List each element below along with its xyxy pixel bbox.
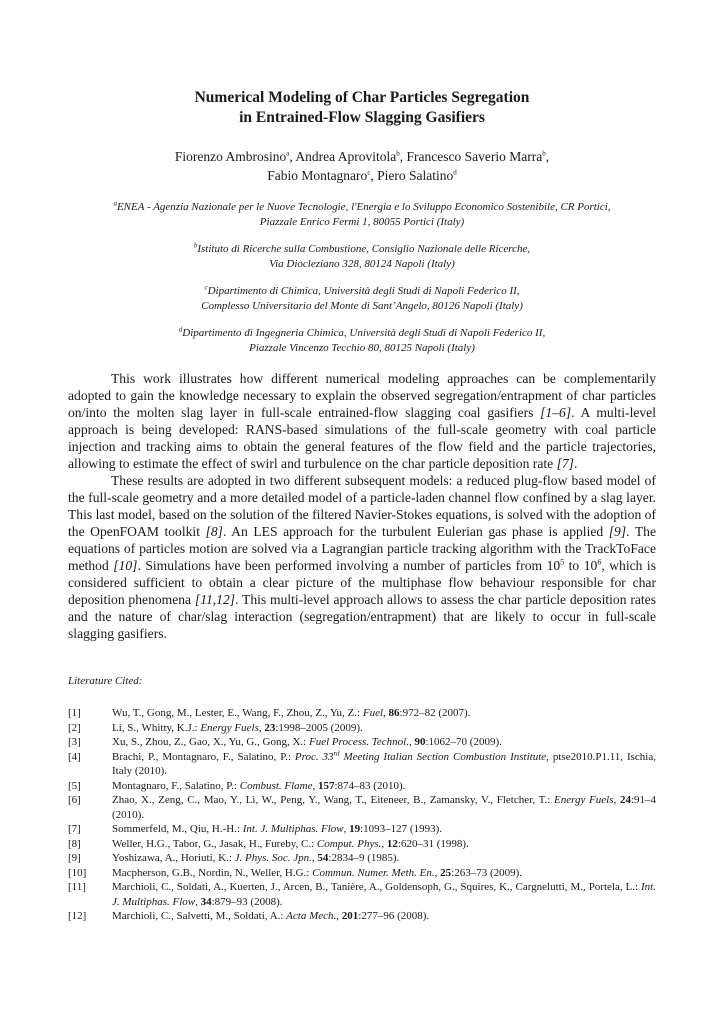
- reference-authors: Yoshizawa, A., Horiuti, K.:: [112, 852, 235, 864]
- reference-number: [8]: [68, 837, 81, 850]
- affiliation-line: Dipartimento di Chimica, Università degli Studi di Napoli Federico II,: [207, 285, 520, 297]
- reference-authors: Brachi, P., Montagnaro, F., Salatino, P.:: [112, 750, 295, 763]
- affiliation-line: Piazzale Vincenzo Tecchio 80, 80125 Napoli (Italy): [249, 342, 475, 354]
- affiliation: [68, 242, 656, 272]
- reference-journal: Energy Fuels: [554, 794, 614, 806]
- reference-text: [112, 779, 656, 794]
- citation: [7]: [556, 456, 574, 471]
- reference-journal: Combust. Flame: [239, 779, 313, 792]
- author-affil-mark: b: [542, 149, 546, 158]
- reference-volume: 54: [317, 852, 329, 864]
- reference-volume: 12: [386, 837, 398, 850]
- citation: [8]: [205, 524, 223, 539]
- reference-separator: ,: [311, 852, 318, 864]
- reference-authors: Marchioli, C., Salvetti, M., Soldati, A.:: [112, 910, 287, 922]
- reference-entry: [68, 909, 656, 924]
- reference-details: :263–73 (2009).: [451, 866, 523, 879]
- reference-entry: [68, 866, 656, 881]
- reference-volume: 23: [264, 721, 276, 734]
- reference-journal: Commun. Numer. Meth. En.: [312, 866, 435, 879]
- reference-entry: [68, 880, 656, 909]
- affiliation: [68, 200, 656, 230]
- affiliation-line: Piazzale Enrico Fermi 1, 80055 Portici (Italy): [259, 216, 465, 228]
- paragraph-1: This work illustrates how different numerical modeling approaches can be complementarily adopted to gain the knowledge necessary to explain the observed segregation/entrapment of char particles on/into the molten slag layer in full-scale entrained-flow slagging coal gasifiers [1–6]. A multi-level approach is being developed: RANS-based simulations of the full-scale geometry with coal particle injection and tracking aims to obtain the general features of the flow field and the particle trajectories, allowing to estimate the effect of swirl and turbulence on the char particle deposition rate [7].: [68, 371, 656, 471]
- author-name: Francesco Saverio Marra: [406, 149, 543, 164]
- citation: [9]: [608, 524, 627, 539]
- affiliation-mark: b: [193, 241, 198, 250]
- reference-separator: ,: [195, 895, 201, 908]
- reference-volume: 25: [440, 866, 452, 879]
- reference-journal: Fuel Process. Technol.: [308, 736, 409, 748]
- reference-volume: 19: [349, 823, 361, 835]
- reference-separator: ,: [336, 910, 342, 922]
- reference-entry: [68, 793, 656, 822]
- reference-details: :1062–70 (2009).: [425, 736, 502, 748]
- reference-text: [112, 880, 656, 909]
- reference-text: [112, 822, 656, 837]
- reference-volume: 24: [619, 794, 631, 806]
- affiliation: [68, 284, 656, 314]
- reference-journal-part: Meeting Italian Section Combustion Institute: [339, 750, 547, 763]
- reference-text: [112, 851, 656, 866]
- reference-journal: J. Phys. Soc. Jpn.: [234, 852, 312, 864]
- title-line-1: Numerical Modeling of Char Particles Segregation: [194, 89, 530, 106]
- reference-volume: 157: [318, 779, 335, 792]
- reference-entry: [68, 822, 656, 837]
- reference-number: [12]: [68, 910, 87, 922]
- reference-journal: [294, 748, 547, 763]
- reference-details: :1093–127 (1993).: [360, 823, 442, 835]
- reference-journal: Fuel: [362, 707, 384, 719]
- affiliation-line: ENEA - Agenzia Nazionale per le Nuove Tecnologie, l'Energia e lo Sviluppo Economico Sostenibile, CR Portici,: [116, 201, 611, 213]
- paper-title: [68, 88, 656, 128]
- reference-volume: 90: [414, 736, 426, 748]
- reference-separator: ,: [383, 707, 389, 719]
- reference-entry: [68, 750, 656, 779]
- reference-entry: [68, 706, 656, 721]
- author-affil-mark: a: [286, 149, 290, 158]
- affiliation-line: Dipartimento di Ingegneria Chimica, Università degli Studi di Napoli Federico II,: [182, 327, 546, 339]
- reference-text: [112, 735, 656, 750]
- reference-text: [112, 721, 656, 736]
- abstract-body: [68, 370, 656, 642]
- reference-separator: ,: [381, 837, 387, 850]
- affiliation-mark: d: [178, 325, 183, 334]
- reference-details: :972–82 (2007).: [399, 707, 471, 719]
- reference-number: [11]: [68, 881, 86, 893]
- reference-number: [7]: [68, 823, 81, 835]
- reference-text: [112, 837, 656, 852]
- reference-details: :879–93 (2008).: [211, 895, 283, 908]
- reference-text: [112, 750, 656, 779]
- affiliation-line: Istituto di Ricerche sulla Combustione, Consiglio Nazionale delle Ricerche,: [197, 243, 531, 255]
- author-line-1: Fiorenzo Ambrosino$^a$, Andrea Aprovitola$^b$, Francesco Saverio Marra$^b$,: [174, 149, 550, 164]
- reference-journal: Energy Fuels: [200, 721, 259, 734]
- reference-details: :874–83 (2010).: [334, 779, 406, 792]
- author-name: Piero Salatino: [377, 168, 454, 183]
- reference-list: [68, 706, 656, 924]
- exponent: 5: [560, 557, 565, 567]
- reference-entry: [68, 779, 656, 794]
- reference-journal: Int. J. Multiphas. Flow: [112, 881, 656, 908]
- reference-separator: ,: [409, 736, 415, 748]
- reference-entry: [68, 721, 656, 736]
- reference-volume: 34: [200, 895, 212, 908]
- reference-text: [112, 866, 656, 881]
- reference-text: [112, 793, 656, 822]
- reference-number: [2]: [68, 721, 81, 734]
- reference-details: :91–4 (2010).: [112, 794, 657, 821]
- reference-text: [112, 706, 656, 721]
- reference-number: [6]: [68, 794, 81, 806]
- author-line-2: Fabio Montagnaro$^c$, Piero Salatino$^d$: [267, 168, 457, 183]
- reference-number: [4]: [68, 750, 81, 763]
- paper-page: [68, 88, 656, 924]
- author-affil-mark: b: [396, 149, 400, 158]
- reference-authors: Li, S., Whitty, K.J.:: [112, 721, 201, 734]
- reference-journal: Int. J. Multiphas. Flow: [242, 823, 344, 835]
- citation: [1–6]: [540, 405, 572, 420]
- reference-number: [9]: [68, 852, 81, 864]
- reference-details: :620–31 (1998).: [397, 837, 469, 850]
- author-name: Fabio Montagnaro: [267, 168, 368, 183]
- affiliation-line: Complesso Universitario del Monte di Sant’Angelo, 80126 Napoli (Italy): [201, 300, 523, 312]
- citation: [11,12]: [194, 592, 236, 607]
- reference-entry: [68, 837, 656, 852]
- reference-entry: [68, 851, 656, 866]
- reference-authors: Marchioli, C., Soldati, A., Kuerten, J., Arcen, B., Tanière, A., Goldensoph, G., Squires, K., Cargnelutti, M., Portela, L.:: [112, 881, 642, 893]
- reference-number: [5]: [68, 779, 81, 792]
- author-affil-mark: c: [367, 168, 371, 177]
- reference-journal: Acta Mech.: [286, 910, 337, 922]
- author-affil-mark: d: [453, 168, 457, 177]
- reference-details: :1998–2005 (2009).: [275, 721, 363, 734]
- reference-separator: ,: [312, 779, 318, 792]
- reference-authors: Wu, T., Gong, M., Lester, E., Wang, F., Zhou, Z., Yu, Z.:: [112, 707, 363, 719]
- affiliation-mark: a: [113, 199, 117, 208]
- author-name: Andrea Aprovitola: [295, 149, 397, 164]
- reference-separator: ,: [613, 794, 620, 806]
- reference-journal: Comput. Phys.: [316, 837, 382, 850]
- reference-number: [3]: [68, 736, 81, 748]
- author-list: [68, 147, 656, 185]
- reference-journal-sup: rd: [333, 748, 340, 757]
- reference-authors: Xu, S., Zhou, Z., Gao, X., Yu, G., Gong, X.:: [112, 736, 309, 748]
- affiliation-mark: c: [204, 283, 208, 292]
- reference-number: [10]: [68, 866, 87, 879]
- exponent: 6: [597, 557, 602, 567]
- title-line-2: in Entrained-Flow Slagging Gasifiers: [239, 109, 485, 126]
- reference-authors: Sommerfeld, M., Qiu, H.-H.:: [112, 823, 243, 835]
- reference-entry: [68, 735, 656, 750]
- reference-authors: Weller, H.G., Tabor, G., Jasak, H., Fureby, C.:: [112, 837, 317, 850]
- affiliation: [68, 326, 656, 356]
- reference-details: , ptse2010.P1.11, Ischia, Italy (2010).: [112, 750, 656, 777]
- reference-details: :2834–9 (1985).: [328, 852, 400, 864]
- reference-separator: ,: [343, 823, 350, 835]
- reference-details: :277–96 (2008).: [358, 910, 430, 922]
- paragraph-2: These results are adopted in two different subsequent models: a reduced plug-flow based model of the full-scale geometry and a more detailed model of a particle-laden channel flow confined by a slag layer. This last model, based on the solution of the filtered Navier-Stokes equations, is solved with the adoption of the OpenFOAM toolkit [8]. An LES approach for the turbulent Eulerian gas phase is applied [9]. The equations of particles motion are solved via a Lagrangian particle tracking algorithm with the TrackToFace method [10]. Simulations have been performed involving a number of particles from $10^5$ to $10^6$, which is considered sufficient to obtain a clear picture of the multiphase flow behaviour responsible for char deposition phenomena [11,12]. This multi-level approach allows to assess the char particle deposition rates and the nature of char/slag interaction (segregation/entrapment) that are likely to occur in full-scale slagging gasifiers.: [68, 473, 656, 641]
- reference-authors: Zhao, X., Zeng, C., Mao, Y., Li, W., Peng, Y., Wang, T., Eiteneer, B., Zamansky, V., Fletcher, T.:: [112, 794, 554, 806]
- author-name: Fiorenzo Ambrosino: [174, 149, 287, 164]
- reference-authors: Montagnaro, F., Salatino, P.:: [112, 779, 240, 792]
- reference-text: [112, 909, 656, 924]
- reference-journal-part: Proc. 33: [294, 750, 334, 763]
- reference-authors: Macpherson, G.B., Nordin, N., Weller, H.G.:: [112, 866, 313, 879]
- reference-separator: ,: [258, 721, 265, 734]
- reference-volume: 86: [388, 707, 400, 719]
- affiliation-line: Via Diocleziano 328, 80124 Napoli (Italy): [269, 258, 455, 270]
- citation: [10]: [113, 558, 138, 573]
- reference-number: [1]: [68, 707, 81, 719]
- reference-volume: 201: [341, 910, 359, 922]
- literature-heading: Literature Cited:: [68, 675, 143, 687]
- reference-separator: ,: [434, 866, 441, 879]
